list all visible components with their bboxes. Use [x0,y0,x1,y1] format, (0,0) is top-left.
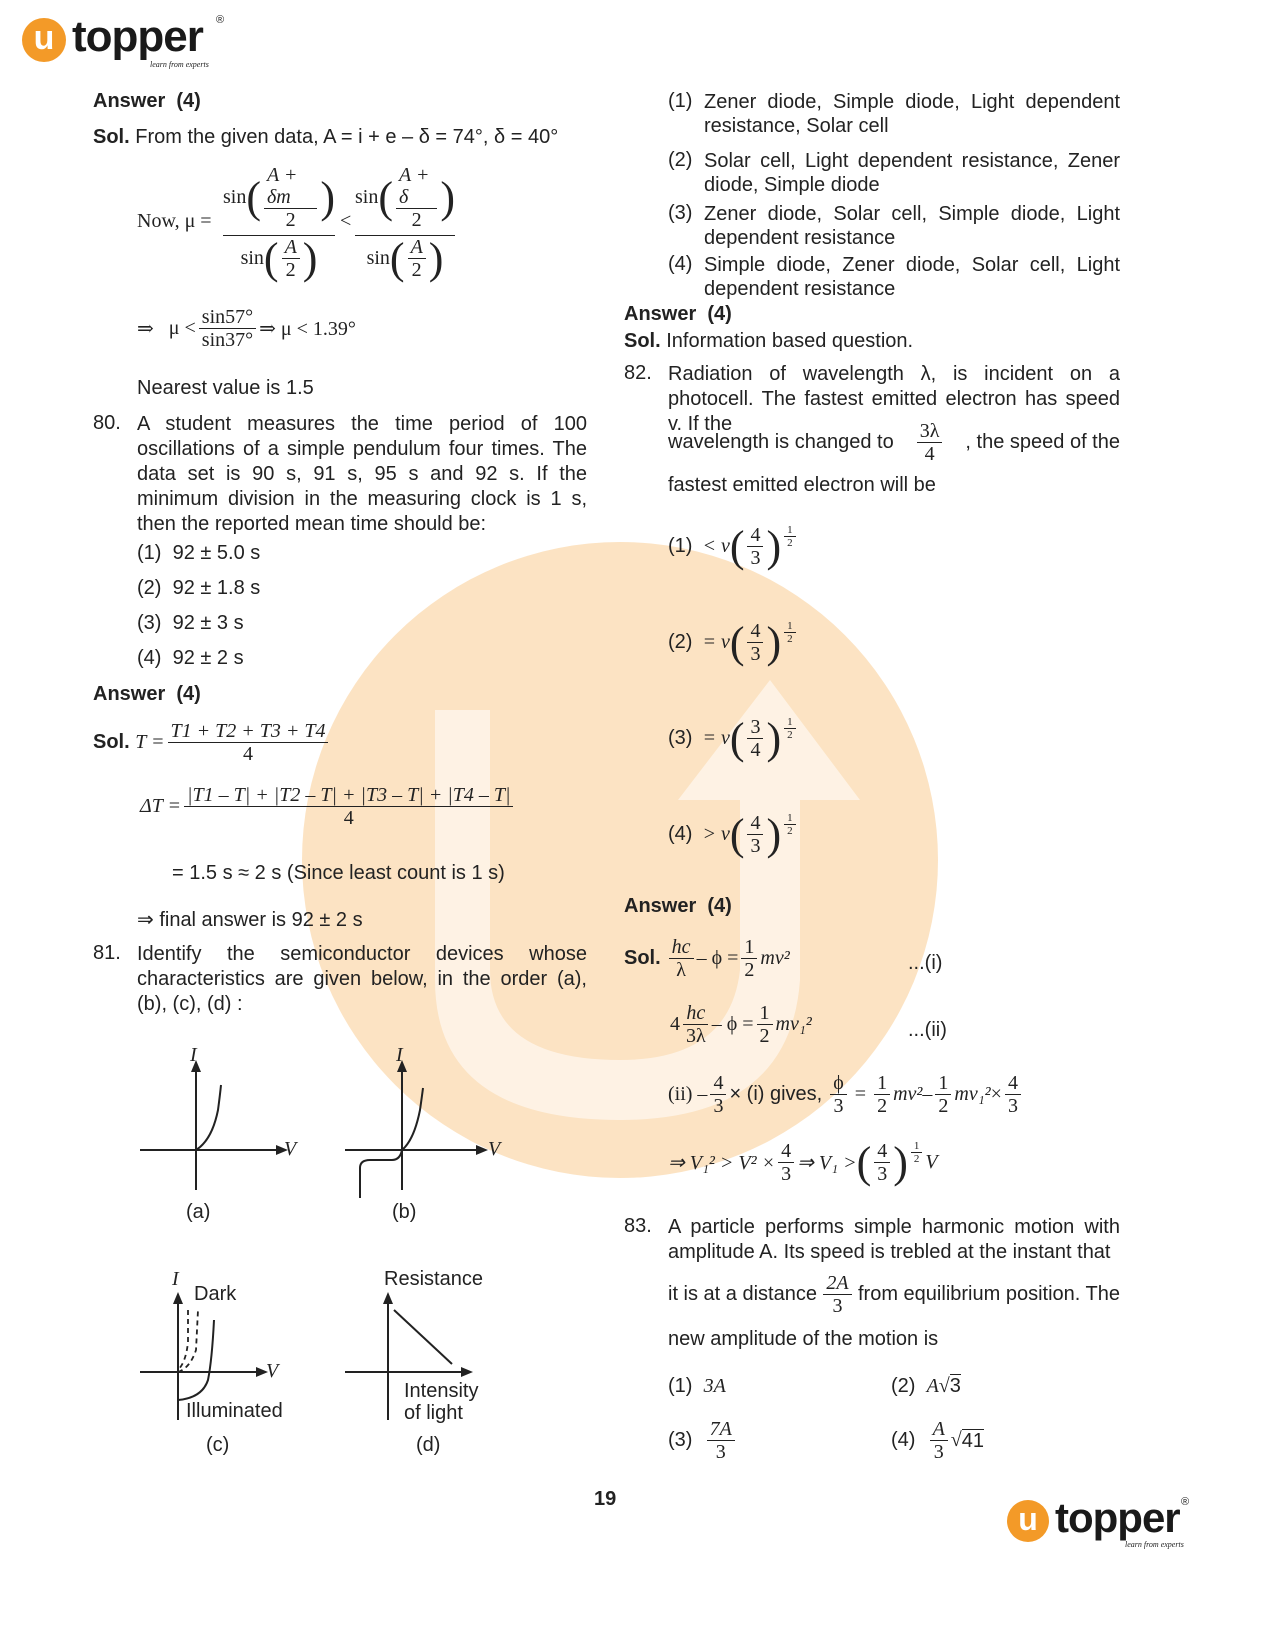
graph-c-axis-v: V [266,1360,279,1382]
q81-option-2: (2) Solar cell, Light dependent resistance, Zener diode, Simple diode [668,149,1120,196]
q80-answer: Answer (4) [93,683,201,705]
q81-number: 81. [93,942,121,964]
q80-solution-dt: ΔT = $\frac{|T1 - T| + |T2 - T| + |T3 - T| + |T4 - T|}{4}$ [140,784,516,829]
q80-solution-t: Sol. T = $\frac{T1 + T2 + T3 + T4}{4}$ [93,720,331,765]
q81-option-4: (4) Simple diode, Zener diode, Solar cell, Light dependent resistance [668,253,1120,300]
q82-solution-eq1: Sol. $\frac{hc}{\lambda}$ – ϕ = $\frac{1}{2}$ mv² [624,936,790,981]
q82-tag-i: ...(i) [908,952,943,974]
q79-mu-result: ⇒ μ < $\frac{\sin 57^\circ}{\sin 37^\circ}$ ⇒ μ < 1.39° [137,306,356,351]
footer-logo [1005,1496,1195,1556]
graph-b-label: (b) [392,1201,417,1223]
q83-text3: new amplitude of the motion is [668,1328,939,1350]
q82-answer: Answer (4) [624,895,732,917]
q83-option-1: (1) 3A [668,1375,726,1397]
q81-solution: Sol. Information based question. [624,330,914,352]
graph-a-axis-i: I [190,1044,197,1066]
q80-option-1: (1) 92 ± 5.0 s [137,542,261,564]
graph-d-label: (d) [416,1434,441,1456]
q79-solution: Sol. From the given data, A = i + e – δ = 74°, δ = 40° [93,126,559,148]
q82-option-3: (3) = v ( $\frac{3}{4}$ ) $\frac{1}{2}$ [668,716,799,761]
q80-number: 80. [93,412,121,434]
graph-b-axis-v: V [488,1138,501,1160]
graph-c-label: (c) [206,1434,230,1456]
q82-option-4: (4) > v ( $\frac{4}{3}$ ) $\frac{1}{2}$ [668,812,799,857]
q81-answer: Answer (4) [624,303,732,325]
q79-mu-formula: Now, μ = sin ( $\frac{A + \delta m}{2}$ ) sin ( $\frac{A}{2}$ ) < sin ( $\frac{A + \delta}{2}$ ) sin ( $\frac{A}{2}$ ) [137,164,455,283]
q82-text1: Radiation of wavelength λ, is incident on a photocell. The fastest emitted electron has speed v. If the [668,363,1120,435]
q82-option-2: (2) = v ( $\frac{4}{3}$ ) $\frac{1}{2}$ [668,620,799,665]
q80-result: = 1.5 s ≈ 2 s (Since least count is 1 s) [172,862,505,884]
q79-nearest: Nearest value is 1.5 [137,377,314,399]
logo-tagline: learn from experts [150,60,209,69]
graph-b-axis-i: I [396,1044,403,1066]
q80-option-4: (4) 92 ± 2 s [137,647,244,669]
graph-a [130,1040,320,1210]
q83-option-2: (2) A√3 [891,1375,961,1397]
graph-c-illuminated: Illuminated [186,1400,283,1422]
graph-a-label: (a) [186,1201,211,1223]
q80-option-2: (2) 92 ± 1.8 s [137,577,261,599]
footer-logo-tagline: learn from experts [1125,1540,1184,1549]
footer-logo-icon: u [1007,1500,1049,1542]
q83-number: 83. [624,1215,652,1237]
graph-a-axis-v: V [284,1138,297,1160]
q83-option-3: (3) $\frac{7A}{3}$ [668,1418,738,1463]
q80-final: ⇒ final answer is 92 ± 2 s [137,909,363,931]
logo-text: topper [72,12,203,61]
q82-option-1: (1) < v ( $\frac{4}{3}$ ) $\frac{1}{2}$ [668,524,799,569]
q80-option-3: (3) 92 ± 3 s [137,612,244,634]
header-logo [20,12,225,74]
q81-option-3: (3) Zener diode, Solar cell, Simple diode, Light dependent resistance [668,202,1120,249]
q82-text3: fastest emitted electron will be [668,474,936,496]
q81-option-1: (1) Zener diode, Simple diode, Light dependent resistance, Solar cell [668,90,1120,137]
footer-logo-registered: ® [1181,1496,1190,1508]
graph-d-intensity: Intensity [404,1380,479,1402]
q83-text2: it is at a distance $\frac{2A}{3}$ from equilibrium position. The [668,1272,1120,1317]
footer-logo-text: topper [1055,1494,1180,1541]
graph-c-axis-i: I [172,1268,179,1290]
q82-tag-ii: ...(ii) [908,1019,947,1041]
logo-icon: u [22,18,66,62]
graph-c-dark: Dark [194,1283,237,1305]
q82-solution-eq2: 4 $\frac{hc}{3\lambda}$ – ϕ = $\frac{1}{2}$ mv₁² [670,1002,812,1047]
q82-solution-eq3: (ii) – $\frac{4}{3}$ × (i) gives, $\frac{\phi}{3}$ = $\frac{1}{2}$ mv² – $\frac{1}{2}$ mv₁² × $\frac{4}{3}$ [668,1072,1024,1117]
q83-option-4: (4) $\frac{A}{3}$ √ 41 [891,1418,985,1463]
q82-solution-eq4: ⇒ V₁² > V² × $\frac{4}{3}$ ⇒ V₁ > ( $\frac{4}{3}$ ) $\frac{1}{2}$ V [668,1137,938,1187]
q82-number: 82. [624,362,652,384]
logo-registered: ® [216,14,225,26]
q80-text: A student measures the time period of 100 oscillations of a simple pendulum four times. The data set is 90 s, 91 s, 95 s and 92 s. If the minimum division in the measuring clock is 1 s, then the reported mean time should be: [137,413,587,535]
q79-answer: Answer (4) [93,90,201,112]
q81-text: Identify the semiconductor devices whose characteristics are given below, in the order (a), (b), (c), (d) : [137,943,587,1015]
q83-text1: A particle performs simple harmonic motion with amplitude A. Its speed is trebled at the instant that [668,1216,1120,1263]
graph-d-of-light: of light [404,1402,463,1424]
page-number: 19 [594,1488,617,1510]
graph-b [340,1040,530,1210]
q82-text2: wavelength is changed to $\frac{3\lambda}{4}$ , the speed of the [668,420,1120,465]
graph-d-resistance: Resistance [384,1268,483,1290]
